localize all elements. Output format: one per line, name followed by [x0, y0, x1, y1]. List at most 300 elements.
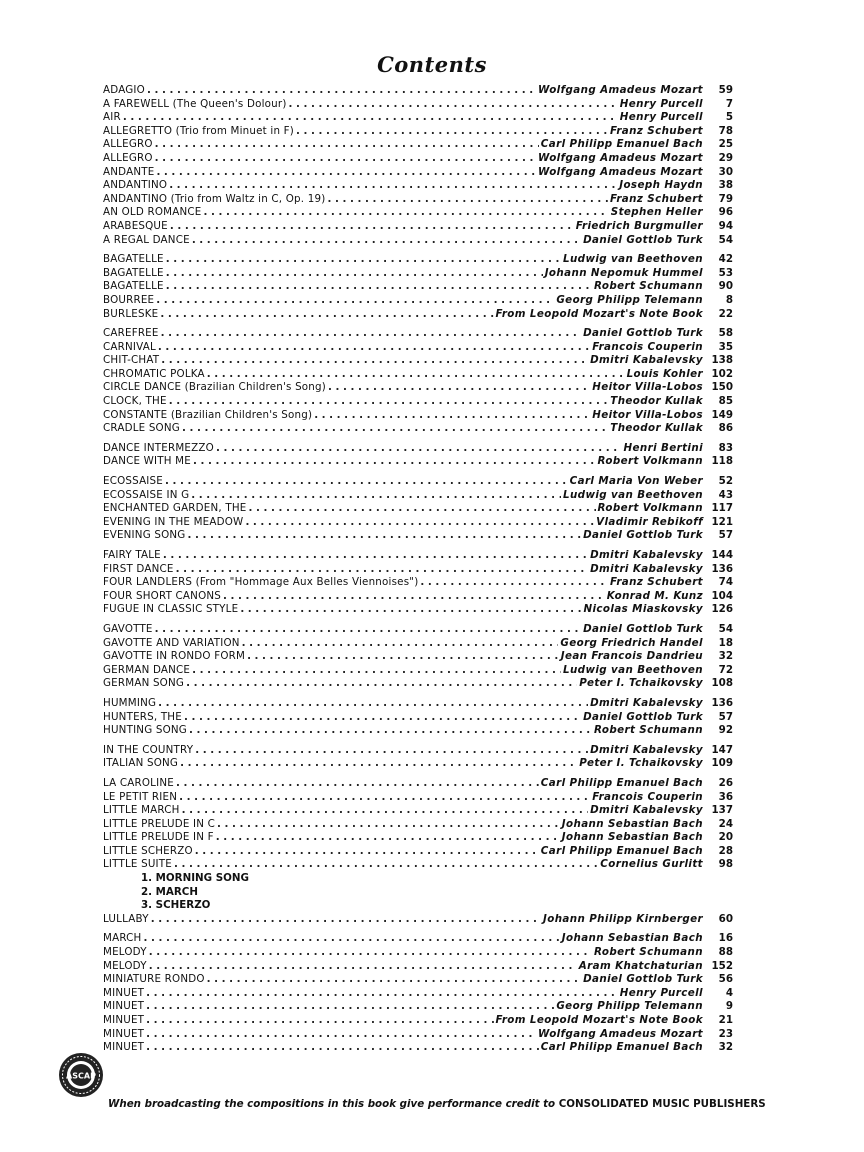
page-number: 21: [718, 1014, 733, 1026]
piece-title: GAVOTTE: [103, 622, 153, 635]
contents-group: [103, 697, 733, 738]
contents-entry: [103, 179, 733, 193]
dot-leader: [191, 489, 561, 503]
composer-name: Vladimir Rebikoff: [596, 515, 703, 528]
composer-name: Heitor Villa-Lobos: [592, 381, 703, 394]
dot-leader: [195, 845, 539, 859]
dot-leader: [161, 354, 588, 368]
contents-entry: [103, 111, 733, 125]
dot-leader: [163, 549, 588, 563]
composer-name: Johann Philipp Kirnberger: [542, 912, 703, 925]
page-number: 29: [718, 151, 733, 164]
page-number: 36: [718, 790, 733, 803]
page-number: 54: [718, 622, 733, 635]
sub-movement: 3. SCHERZO: [141, 899, 211, 912]
piece-title: MELODY: [103, 946, 147, 959]
composer-name: Ludwig van Beethoven: [562, 253, 703, 266]
piece-title: LE PETIT RIEN: [103, 790, 178, 803]
piece-title: LULLABY: [103, 912, 149, 925]
piece-title: AIR: [103, 111, 121, 124]
piece-title: FIRST DANCE: [103, 562, 174, 575]
dot-leader: [207, 368, 625, 382]
page-number: 35: [718, 340, 733, 353]
contents-entry: [103, 381, 733, 395]
composer-name: Dmitri Kabalevsky: [590, 562, 703, 575]
dot-leader: [158, 341, 590, 355]
page-number: 5: [725, 111, 733, 124]
page-number: 149: [711, 408, 733, 421]
contents-entry: [103, 590, 733, 604]
contents-entry: [103, 757, 733, 771]
composer-name: Dmitri Kabalevsky: [590, 549, 703, 561]
page-number: 104: [711, 589, 733, 602]
page-number: 150: [711, 381, 733, 394]
page-title: Contents: [377, 52, 487, 77]
contents-entry: [103, 549, 733, 563]
dot-leader: [176, 777, 539, 791]
composer-name: Robert Volkmann: [597, 502, 703, 515]
dot-leader: [146, 1028, 536, 1042]
composer-name: Carl Philipp Emanuel Bach: [540, 1041, 703, 1054]
composer-name: Ludwig van Beethoven: [562, 663, 703, 676]
piece-title: MINUET: [103, 1041, 145, 1054]
page-number: 18: [718, 636, 733, 649]
dot-leader: [166, 280, 592, 294]
contents-entry: [103, 327, 733, 341]
page-number: 136: [711, 562, 733, 575]
contents-entry: [103, 960, 733, 974]
page-number: 74: [718, 576, 733, 589]
composer-name: Franz Schubert: [610, 576, 703, 589]
piece-title: CLOCK, THE: [103, 395, 167, 408]
contents-entry: [103, 193, 733, 207]
dot-leader: [146, 1014, 493, 1028]
composer-name: Francois Couperin: [592, 790, 703, 803]
piece-title: MARCH: [103, 932, 142, 945]
piece-title: ANDANTINO: [103, 179, 168, 192]
piece-title: MINUET: [103, 1000, 145, 1013]
composer-name: Henri Bertini: [623, 441, 703, 454]
dot-leader: [180, 757, 577, 771]
composer-name: Franz Schubert: [610, 192, 703, 205]
piece-title: ENCHANTED GARDEN, THE: [103, 502, 247, 515]
piece-title: FUGUE IN CLASSIC STYLE: [103, 603, 239, 616]
piece-title: FOUR LANDLERS (From "Hommage Aux Belles Viennoises"): [103, 576, 419, 589]
composer-name: Konrad M. Kunz: [606, 589, 703, 602]
performance-credit-note: [108, 1098, 768, 1110]
page-number: 144: [711, 549, 733, 561]
contents-entry: [103, 845, 733, 859]
page-number: 8: [725, 293, 733, 306]
piece-title: LA CAROLINE: [103, 776, 174, 789]
piece-title: LITTLE PRELUDE IN C: [103, 817, 216, 830]
page-number: 23: [718, 1027, 733, 1040]
contents-entry: [103, 489, 733, 503]
dot-leader: [149, 946, 592, 960]
contents-group: [103, 84, 733, 247]
contents-entry: [103, 724, 733, 738]
piece-title: GERMAN DANCE: [103, 663, 191, 676]
dot-leader: [207, 973, 581, 987]
dot-leader: [223, 590, 605, 604]
composer-name: Henry Purcell: [619, 986, 703, 999]
contents-entry: [103, 294, 733, 308]
composer-name: Daniel Gottlob Turk: [583, 622, 703, 635]
contents-entry: [103, 1041, 733, 1055]
page-number: 24: [718, 817, 733, 830]
page-number: 28: [718, 844, 733, 857]
composer-name: Louis Kohler: [626, 367, 703, 380]
contents-entry: [103, 253, 733, 267]
sub-movement: 2. MARCH: [141, 885, 198, 898]
contents-entry: [103, 946, 733, 960]
piece-title: AN OLD ROMANCE: [103, 206, 202, 219]
dot-leader: [166, 253, 561, 267]
page-number: 138: [711, 354, 733, 367]
composer-name: Theodor Kullak: [610, 395, 703, 408]
piece-title: BAGATELLE: [103, 253, 164, 266]
contents-group: [103, 442, 733, 469]
page-number: 147: [711, 743, 733, 756]
contents-entry: [103, 576, 733, 590]
contents-entry: [103, 234, 733, 248]
composer-name: Johann Sebastian Bach: [561, 817, 703, 830]
dot-leader: [155, 138, 539, 152]
page-number: 42: [718, 253, 733, 266]
dot-leader: [314, 409, 590, 423]
page-number: 53: [718, 266, 733, 279]
composer-name: Cornelius Gurlitt: [600, 858, 703, 871]
contents-group: [103, 777, 733, 927]
dot-leader: [182, 422, 608, 436]
composer-name: Robert Schumann: [594, 724, 703, 737]
piece-title: ITALIAN SONG: [103, 757, 179, 770]
composer-name: Robert Schumann: [594, 280, 703, 293]
page-number: 7: [725, 97, 733, 110]
composer-name: Georg Philipp Telemann: [556, 293, 703, 306]
page-number: 79: [718, 192, 733, 205]
contents-entry: [103, 516, 733, 530]
composer-name: Robert Volkmann: [597, 455, 703, 468]
page-number: 118: [711, 455, 733, 468]
dot-leader: [160, 308, 493, 322]
dot-leader: [158, 697, 588, 711]
page-number: 102: [711, 367, 733, 380]
contents-entry: [103, 818, 733, 832]
dot-leader: [327, 193, 608, 207]
dot-leader: [179, 791, 590, 805]
piece-title: ANDANTINO (Trio from Waltz in C, Op. 19): [103, 192, 326, 205]
dot-leader: [217, 818, 560, 832]
piece-title: A FAREWELL (The Queen's Dolour): [103, 97, 287, 110]
contents-entry: [103, 603, 733, 617]
piece-title: CONSTANTE (Brazilian Children's Song): [103, 408, 313, 421]
page-number: 9: [725, 1000, 733, 1013]
composer-name: Ludwig van Beethoven: [562, 488, 703, 501]
contents-entry: [103, 166, 733, 180]
piece-title: CAREFREE: [103, 327, 159, 340]
contents-entry: [103, 973, 733, 987]
contents-entry: [103, 354, 733, 368]
page-number: 152: [711, 959, 733, 972]
dot-leader: [296, 125, 608, 139]
dot-leader: [144, 932, 560, 946]
piece-title: LITTLE SUITE: [103, 858, 172, 871]
dot-leader: [192, 234, 581, 248]
page-number: 52: [718, 475, 733, 488]
dot-leader: [189, 724, 592, 738]
composer-name: Peter I. Tchaikovsky: [579, 677, 703, 690]
contents-entry: [103, 368, 733, 382]
piece-title: CHIT-CHAT: [103, 354, 160, 367]
contents-entry: [103, 267, 733, 281]
contents-entry: [103, 206, 733, 220]
contents-entry: [103, 623, 733, 637]
composer-name: Friedrich Burgmuller: [575, 219, 703, 232]
contents-entry: [103, 395, 733, 409]
contents-group: [103, 327, 733, 436]
dot-leader: [248, 502, 595, 516]
page-number: 98: [718, 858, 733, 871]
piece-title: BAGATELLE: [103, 266, 164, 279]
contents-entry: [103, 637, 733, 651]
piece-title: CRADLE SONG: [103, 422, 180, 435]
contents-entry: [103, 563, 733, 577]
dot-leader: [193, 455, 596, 469]
contents-group: [103, 623, 733, 691]
piece-title: EVENING IN THE MEADOW: [103, 515, 244, 528]
page-number: 108: [711, 677, 733, 690]
dot-leader: [170, 220, 574, 234]
dot-leader: [165, 475, 568, 489]
page-number: 20: [718, 831, 733, 844]
dot-leader: [245, 516, 594, 530]
contents-entry: [103, 858, 733, 872]
piece-title: CIRCLE DANCE (Brazilian Children's Song): [103, 381, 326, 394]
piece-title: A REGAL DANCE: [103, 233, 190, 246]
contents-entry: [103, 831, 733, 845]
dot-leader: [289, 98, 618, 112]
composer-name: Carl Philipp Emanuel Bach: [540, 844, 703, 857]
composer-name: Henry Purcell: [619, 111, 703, 124]
composer-name: Daniel Gottlob Turk: [583, 327, 703, 340]
page-number: 43: [718, 488, 733, 501]
composer-name: Robert Schumann: [594, 946, 703, 959]
dot-leader: [192, 664, 561, 678]
contents-group: [103, 253, 733, 321]
dot-leader: [187, 529, 581, 543]
contents-entry: [103, 84, 733, 98]
composer-name: From Leopold Mozart's Note Book: [495, 307, 703, 320]
composer-name: Dmitri Kabalevsky: [590, 743, 703, 756]
page-number: 78: [718, 124, 733, 137]
piece-title: GAVOTTE AND VARIATION: [103, 636, 240, 649]
page-number: 96: [718, 206, 733, 219]
dot-leader: [420, 576, 608, 590]
piece-title: ALLEGRO: [103, 138, 153, 151]
piece-title: HUMMING: [103, 696, 157, 709]
piece-title: MINUET: [103, 1014, 145, 1026]
composer-name: Francois Couperin: [592, 340, 703, 353]
piece-title: DANCE WITH ME: [103, 455, 191, 468]
piece-title: MINIATURE RONDO: [103, 973, 205, 986]
dot-leader: [216, 831, 560, 845]
composer-name: Johann Sebastian Bach: [561, 831, 703, 844]
contents-group: [103, 932, 733, 1054]
dot-leader: [146, 987, 618, 1001]
dot-leader: [147, 84, 536, 98]
dot-leader: [156, 166, 536, 180]
piece-title: ARABESQUE: [103, 219, 168, 232]
page-number: 4: [725, 986, 733, 999]
contents-entry: [103, 697, 733, 711]
dot-leader: [169, 179, 617, 193]
piece-title: CHROMATIC POLKA: [103, 367, 205, 380]
composer-name: Daniel Gottlob Turk: [583, 233, 703, 246]
piece-title: MELODY: [103, 959, 147, 972]
page-number: 137: [711, 804, 733, 817]
composer-name: Dmitri Kabalevsky: [590, 354, 703, 367]
page-number: 85: [718, 395, 733, 408]
page-number: 32: [718, 650, 733, 663]
composer-name: Franz Schubert: [610, 124, 703, 137]
composer-name: Johann Sebastian Bach: [561, 932, 703, 945]
contents-entry: [103, 913, 733, 927]
dot-leader: [328, 381, 590, 395]
dot-leader: [155, 623, 581, 637]
piece-title: BOURREE: [103, 293, 155, 306]
contents-entry: [103, 138, 733, 152]
page-number: 58: [718, 327, 733, 340]
footer-prefix: When broadcasting the compositions in this book give performance credit to: [108, 1098, 556, 1110]
dot-leader: [176, 563, 589, 577]
page-number: 136: [711, 696, 733, 709]
piece-title: LITTLE PRELUDE IN F: [103, 831, 214, 844]
page-number: 60: [718, 912, 733, 925]
composer-name: Georg Friedrich Handel: [560, 636, 703, 649]
contents-entry: [103, 650, 733, 664]
composer-name: From Leopold Mozart's Note Book: [495, 1014, 703, 1026]
composer-name: Georg Philipp Telemann: [556, 1000, 703, 1013]
publisher-name: CONSOLIDATED MUSIC PUBLISHERS: [558, 1098, 766, 1110]
piece-title: LITTLE SCHERZO: [103, 844, 193, 857]
page-number: 26: [718, 776, 733, 789]
composer-name: Aram Khatchaturian: [578, 959, 703, 972]
composer-name: Joseph Haydn: [619, 179, 703, 192]
contents-entry: [103, 987, 733, 1001]
piece-title: EVENING SONG: [103, 529, 186, 542]
piece-title: ALLEGRO: [103, 151, 153, 164]
contents-group: [103, 475, 733, 543]
contents-entry: [103, 1000, 733, 1014]
piece-title: GERMAN SONG: [103, 677, 185, 690]
sub-movement: 1. MORNING SONG: [141, 872, 249, 885]
contents-entry: [103, 804, 733, 818]
contents-entry: [103, 98, 733, 112]
composer-name: Wolfgang Amadeus Mozart: [538, 84, 703, 96]
contents-entry: [103, 502, 733, 516]
page-number: 121: [711, 515, 733, 528]
page-number: 109: [711, 757, 733, 770]
page-number: 94: [718, 219, 733, 232]
dot-leader: [123, 111, 618, 125]
dot-leader: [161, 327, 581, 341]
contents-entry: [103, 744, 733, 758]
svg-text:ASCAP: ASCAP: [66, 1071, 96, 1081]
page-number: 32: [718, 1041, 733, 1054]
dot-leader: [240, 603, 581, 617]
dot-leader: [182, 804, 589, 818]
piece-title: FOUR SHORT CANONS: [103, 589, 222, 602]
contents-entry: [103, 308, 733, 322]
contents-entry: [103, 932, 733, 946]
contents-entry: [103, 341, 733, 355]
contents-group: [103, 549, 733, 617]
composer-name: Daniel Gottlob Turk: [583, 973, 703, 986]
contents-group: [103, 744, 733, 771]
contents-entry: [103, 1028, 733, 1042]
page-number: 22: [718, 307, 733, 320]
dot-leader: [174, 858, 598, 872]
page-number: 126: [711, 603, 733, 616]
composer-name: Carl Maria Von Weber: [569, 475, 703, 488]
composer-name: Henry Purcell: [619, 97, 703, 110]
composer-name: Peter I. Tchaikovsky: [579, 757, 703, 770]
contents-entry: [103, 220, 733, 234]
page-number: 90: [718, 280, 733, 293]
page-number: 92: [718, 724, 733, 737]
composer-name: Heitor Villa-Lobos: [592, 408, 703, 421]
page-number: 72: [718, 663, 733, 676]
piece-title: CARNIVAL: [103, 340, 156, 353]
piece-title: ECOSSAISE IN G: [103, 488, 190, 501]
contents-entry: [103, 422, 733, 436]
page-number: 38: [718, 179, 733, 192]
dot-leader: [247, 650, 559, 664]
contents-entry: [103, 475, 733, 489]
page-number: 83: [718, 441, 733, 454]
composer-name: Wolfgang Amadeus Mozart: [538, 1027, 703, 1040]
dot-leader: [184, 711, 581, 725]
page-number: 25: [718, 138, 733, 151]
composer-name: Johann Nepomuk Hummel: [544, 266, 703, 279]
composer-name: Wolfgang Amadeus Mozart: [538, 151, 703, 164]
piece-title: DANCE INTERMEZZO: [103, 441, 214, 454]
piece-title: BAGATELLE: [103, 280, 164, 293]
composer-name: Jean Francois Dandrieu: [560, 650, 703, 663]
composer-name: Nicolas Miaskovsky: [583, 603, 703, 616]
contents-entry: [103, 1014, 733, 1028]
page-number: 57: [718, 529, 733, 542]
dot-leader: [146, 1041, 539, 1055]
dot-leader: [156, 294, 554, 308]
composer-name: Daniel Gottlob Turk: [583, 710, 703, 723]
ascap-seal-logo: [58, 1052, 104, 1098]
dot-leader: [203, 206, 608, 220]
page-number: 57: [718, 710, 733, 723]
contents-entry: [103, 777, 733, 791]
dot-leader: [186, 677, 577, 691]
composer-name: Wolfgang Amadeus Mozart: [538, 165, 703, 178]
table-of-contents: [103, 84, 733, 1061]
composer-name: Theodor Kullak: [610, 422, 703, 435]
dot-leader: [166, 267, 543, 281]
piece-title: MINUET: [103, 986, 145, 999]
piece-title: IN THE COUNTRY: [103, 743, 194, 756]
composer-name: Dmitri Kabalevsky: [590, 804, 703, 817]
contents-entry: [103, 664, 733, 678]
dot-leader: [146, 1000, 554, 1014]
